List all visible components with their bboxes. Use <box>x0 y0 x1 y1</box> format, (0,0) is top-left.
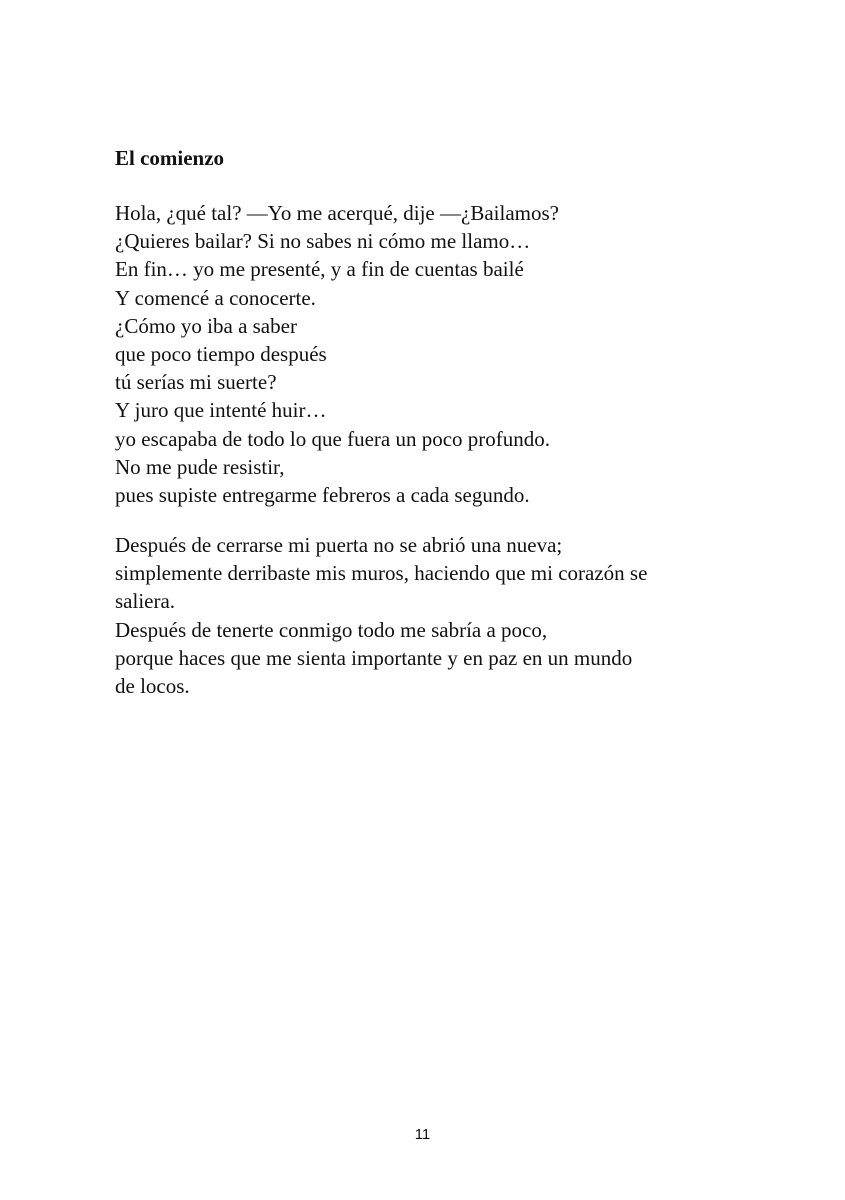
poem-line: simplemente derribaste mis muros, haciendo que mi corazón se <box>115 561 648 586</box>
poem-line: Y comencé a conocerte. <box>115 285 316 310</box>
poem-title: El comienzo <box>115 146 225 170</box>
poem-line: ¿Cómo yo iba a saber <box>115 313 297 338</box>
poem-line: yo escapaba de todo lo que fuera un poco profundo. <box>115 426 551 451</box>
poem-line: pues supiste entregarme febreros a cada segundo. <box>115 483 530 508</box>
poem-line: No me pude resistir, <box>115 454 285 479</box>
poem-line: Después de cerrarse mi puerta no se abrió una nueva; <box>115 533 563 557</box>
poem-line: saliera. <box>115 589 176 614</box>
poem-line: Después de tenerte conmigo todo me sabría a poco, <box>115 617 548 642</box>
poem-line: que poco tiempo después <box>115 342 327 367</box>
stanza-2 <box>115 531 755 700</box>
poem-line: En fin… yo me presenté, y a fin de cuentas bailé <box>115 257 524 282</box>
poem-line: de locos. <box>115 674 190 699</box>
poem-line: ¿Quieres bailar? Si no sabes ni cómo me llamo… <box>115 229 531 254</box>
poem-line: porque haces que me sienta importante y en paz en un mundo <box>115 645 633 670</box>
stanza-1 <box>115 199 755 509</box>
poem-line: Y juro que intenté huir… <box>115 398 327 423</box>
poem-line: Hola, ¿qué tal? —Yo me acerqué, dije —¿Bailamos? <box>115 201 559 225</box>
page-number: 11 <box>414 1126 431 1143</box>
poem-line: tú serías mi suerte? <box>115 370 277 395</box>
